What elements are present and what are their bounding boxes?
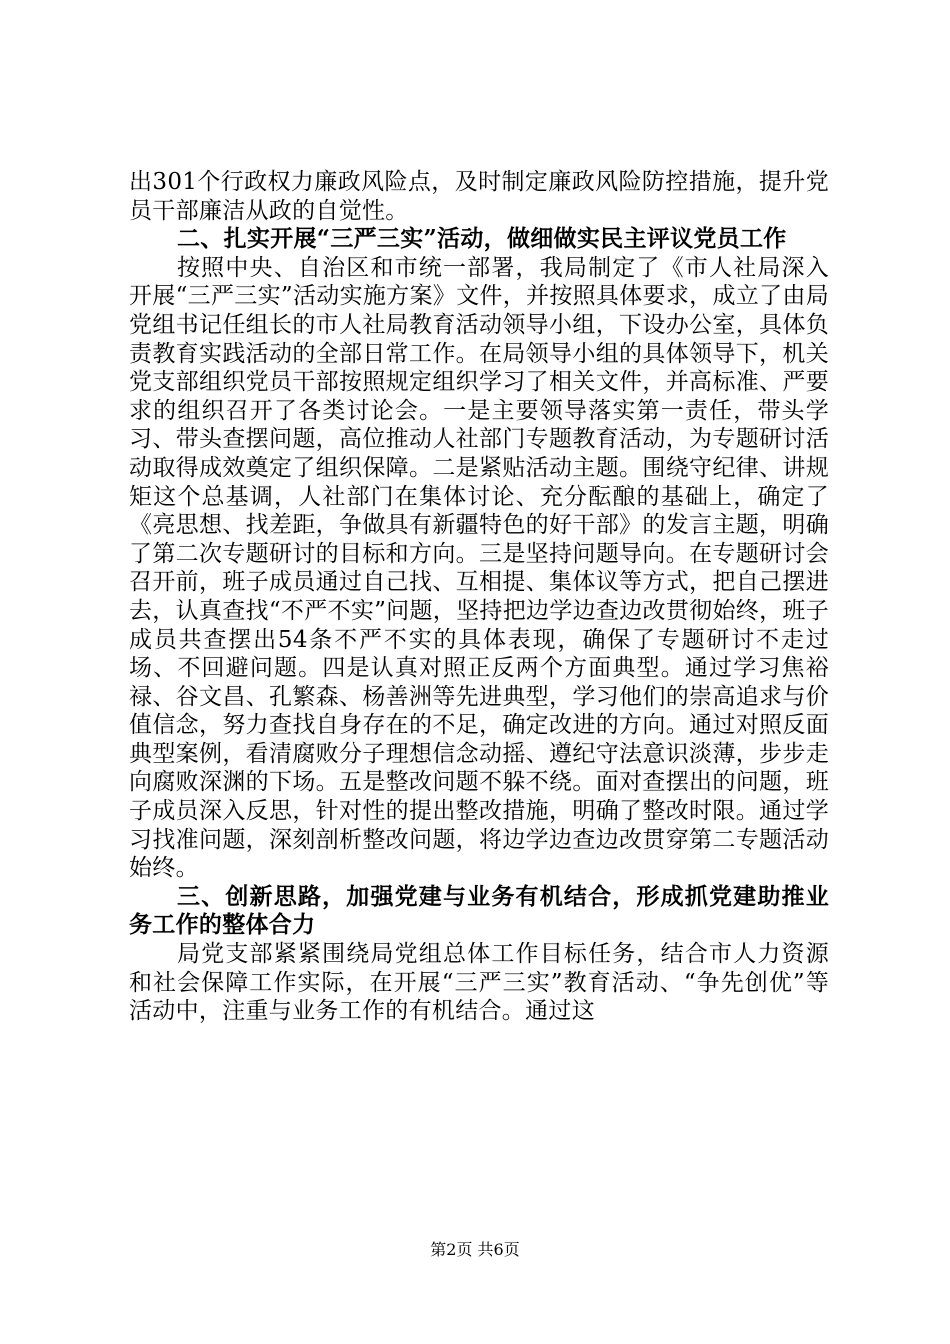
section-heading-two: 二、扎实开展“三严三实”活动，做细做实民主评议党员工作 <box>177 225 787 253</box>
paragraph-continuation: 出301个行政权力廉政风险点，及时制定廉政风险防控措施，提升党员干部廉洁从政的自觉性。 <box>129 169 829 224</box>
paragraph-section-two-body: 按照中央、自治区和市统一部署，我局制定了《市人社局深入开展“三严三实”活动实施方案》文件，并按照具体要求，成立了由局党组书记任组长的市人社局教育活动领导小组，下设办公室，具体负责教育实践活动的全部日常工作。在局领导小组的具体领导下，机关党支部组织党员干部按照规定组织学习了相关文件，并高标准、严要求的组织召开了各类讨论会。一是主要领导落实第一责任，带头学习、带头查摆问题，高位推动人社部门专题教育活动，为专题研讨活动取得成效奠定了组织保障。二是紧贴活动主题。围绕守纪律、讲规矩这个总基调，人社部门在集体讨论、充分酝酿的基础上，确定了《亮思想、找差距，争做具有新疆特色的好干部》的发言主题，明确了第二次专题研讨的目标和方向。三是坚持问题导向。在专题研讨会召开前，班子成员通过自己找、互相提、集体议等方式，把自己摆进去，认真查找“不严不实”问题，坚持把边学边查边改贯彻始终，班子成员共查摆出54条不严不实的具体表现，确保了专题研讨不走过场、不回避问题。四是认真对照正反两个方面典型。通过学习焦裕禄、谷文昌、孔繁森、杨善洲等先进典型，学习他们的崇高追求与价值信念，努力查找自身存在的不足，确定改进的方向。通过对照反面典型案例，看清腐败分子理想信念动摇、遵纪守法意识淡薄，步步走向腐败深渊的下场。五是整改问题不躲不绕。面对查摆出的问题，班子成员深入反思，针对性的提出整改措施，明确了整改时限。通过学习找准问题，深刻剖析整改问题，将边学边查边改贯穿第二专题活动始终。 <box>129 254 829 882</box>
page-footer: 第2页 共6页 <box>430 1240 520 1259</box>
section-heading-three: 三、创新思路，加强党建与业务有机结合，形成抓党建助推业务工作的整体合力 <box>129 882 829 939</box>
paragraph-section-three-body: 局党支部紧紧围绕局党组总体工作目标任务，结合市人力资源和社会保障工作实际，在开展“三严三实”教育活动、“争先创优”等活动中，注重与业务工作的有机结合。通过这 <box>129 941 829 1025</box>
document-body <box>129 168 829 1026</box>
